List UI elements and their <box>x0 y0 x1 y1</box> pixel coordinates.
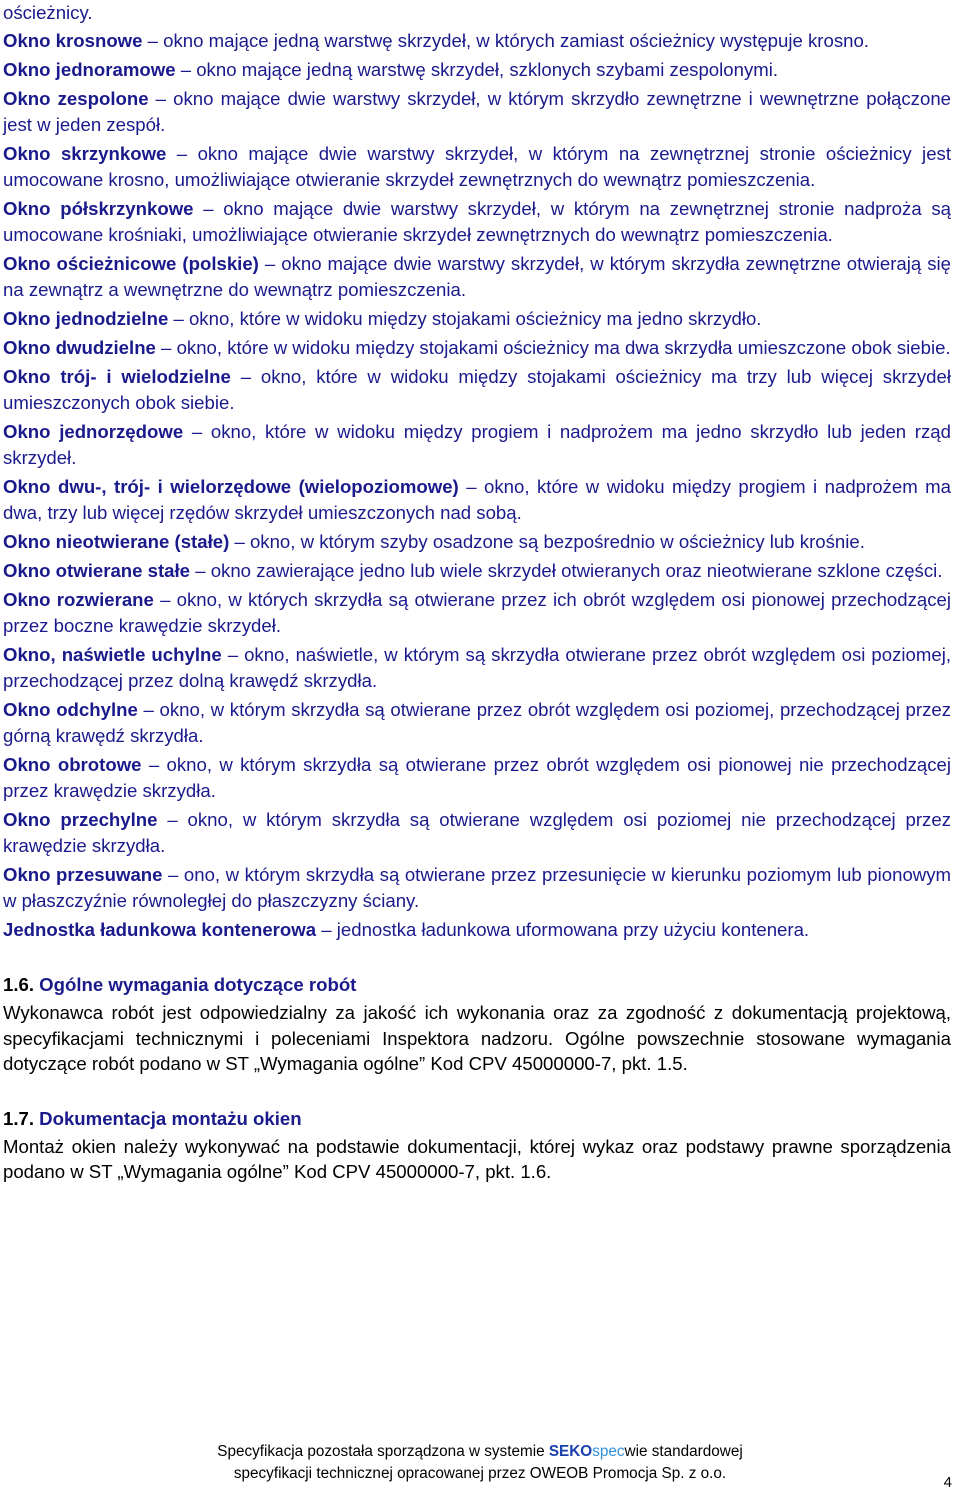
definition-text: – okno, w których skrzydła są otwierane przez ich obrót względem osi pionowej przechodzącej przez boczne krawędzie skrzydeł. <box>3 589 951 636</box>
definition-term: Okno ościeżnicowe (polskie) <box>3 253 259 274</box>
definition-item <box>3 642 951 694</box>
definition-item <box>3 917 951 943</box>
definition-item <box>3 306 951 332</box>
definition-term: Okno trój- i wielodzielne <box>3 366 231 387</box>
definition-text: – okno, które w widoku między progiem i nadprożem ma jedno skrzydło lub jeden rząd skrzydeł. <box>3 421 951 468</box>
definition-text: – okno, które w widoku między progiem i nadprożem ma dwa, trzy lub więcej rzędów skrzydeł umieszczonych nad sobą. <box>3 476 951 523</box>
definition-term: Okno przechylne <box>3 809 158 830</box>
section-number: 1.7. <box>3 1107 35 1129</box>
section-heading-1-7 <box>3 1106 951 1132</box>
definition-item <box>3 57 951 83</box>
definition-term: Okno jednodzielne <box>3 308 169 329</box>
definition-text: – okno, w którym skrzydła są otwierane przez obrót względem osi poziomej, przechodzącej przez górną krawędź skrzydła. <box>3 699 952 746</box>
document-content <box>3 0 951 1185</box>
definition-item <box>3 587 951 639</box>
definition-item <box>3 862 951 914</box>
definition-text: – okno, w którym skrzydła są otwierane przez obrót względem osi pionowej nie przechodzącej przez krawędzie skrzydła. <box>3 754 951 801</box>
footer-text: Specyfikacja pozostała sporządzona w systemie <box>217 1443 549 1460</box>
definition-term: Okno jednorzędowe <box>3 421 184 442</box>
definition-text: – okno, naświetle, w którym są skrzydła otwierane przez obrót względem osi poziomej, przechodzącej przez dolną krawędź skrzydła. <box>3 644 951 691</box>
section-heading-1-6 <box>3 972 951 998</box>
footer-text: wie standardowej <box>624 1443 743 1460</box>
definition-text: – okno, w którym skrzydła są otwierane względem osi poziomej nie przechodzącej przez krawędzie skrzydła. <box>3 809 951 856</box>
section-title: Ogólne wymagania dotyczące robót <box>34 974 357 995</box>
footer-line-1 <box>0 1441 960 1463</box>
section-title: Dokumentacja montażu okien <box>34 1107 302 1129</box>
definition-item <box>3 141 951 193</box>
definition-term: Okno zespolone <box>3 88 149 109</box>
definition-text: – okno mające jedną warstwę skrzydeł, w których zamiast ościeżnicy występuje krosno. <box>142 30 869 51</box>
definition-term: Okno dwu-, trój- i wielorzędowe (wielopoziomowe) <box>3 476 459 497</box>
definition-term: Okno rozwierane <box>3 589 154 610</box>
page-number: 4 <box>943 1474 952 1491</box>
definition-text: – okno, które w widoku między stojakami ościeżnicy ma trzy lub więcej skrzydeł umieszczonych obok siebie. <box>3 366 951 413</box>
definition-item <box>3 558 951 584</box>
definition-term: Okno obrotowe <box>3 754 142 775</box>
definition-item <box>3 697 951 749</box>
definition-term: Okno krosnowe <box>3 30 143 51</box>
definition-item <box>3 474 951 526</box>
definition-text: – okno mające dwie warstwy skrzydeł, w którym na zewnętrznej stronie nadproża są umocowane krośniaki, umożliwiające otwieranie skrzydeł zewnętrznych do wewnątrz pomieszczenia. <box>3 198 951 245</box>
definition-text: – jednostka ładunkowa uformowana przy użyciu kontenera. <box>316 919 810 940</box>
section-number: 1.6. <box>3 974 35 995</box>
definition-text: – okno mające jedną warstwę skrzydeł, szklonych szybami zespolonymi. <box>175 59 779 80</box>
definition-text: – okno, w którym szyby osadzone są bezpośrednio w ościeżnicy lub krośnie. <box>229 531 865 552</box>
definition-term: Okno skrzynkowe <box>3 143 167 164</box>
brand-spec: spec <box>592 1443 625 1460</box>
section-body-1-7: Montaż okien należy wykonywać na podstawie dokumentacji, której wykaz oraz podstawy prawne sporządzenia podano w ST „Wymagania ogólne” Kod CPV 45000000-7, pkt. 1.6. <box>3 1135 951 1182</box>
definition-text: – okno, które w widoku między stojakami ościeżnicy ma dwa skrzydła umieszczone obok siebie. <box>155 337 951 358</box>
definition-item <box>3 752 951 804</box>
brand-seko: SEKO <box>548 1443 593 1460</box>
definition-term: Okno przesuwane <box>3 864 163 885</box>
definitions-list <box>3 28 951 943</box>
definition-term: Jednostka ładunkowa kontenerowa <box>3 919 317 940</box>
definition-term: Okno odchylne <box>3 699 138 720</box>
page-footer <box>0 1441 960 1485</box>
section-body-1-6: Wykonawca robót jest odpowiedzialny za jakość ich wykonania oraz za zgodność z dokumentacją projektową, specyfikacjami technicznymi i poleceniami Inspektora nadzoru. Ogólne powszechnie stosowane wymagania dotyczące robót podano w ST „Wymagania ogólne” Kod CPV 45000000-7, pkt. 1.5. <box>3 1002 951 1074</box>
footer-line-2: specyfikacji technicznej opracowanej przez OWEOB Promocja Sp. z o.o. <box>233 1465 727 1482</box>
definition-term: Okno otwierane stałe <box>3 560 191 581</box>
definition-item <box>3 529 951 555</box>
definition-term: Okno, naświetle uchylne <box>3 644 222 665</box>
definition-item <box>3 335 951 361</box>
definition-item <box>3 419 951 471</box>
definition-item <box>3 251 951 303</box>
definition-item <box>3 807 951 859</box>
definition-item <box>3 28 951 54</box>
definition-text: – okno zawierające jedno lub wiele skrzydeł otwieranych oraz nieotwierane szklone części. <box>190 560 943 581</box>
definition-item <box>3 196 951 248</box>
definition-term: Okno dwudzielne <box>3 337 156 358</box>
definition-item <box>3 86 951 138</box>
definition-text: – okno, które w widoku między stojakami ościeżnicy ma jedno skrzydło. <box>168 308 762 329</box>
definition-text: – okno mające dwie warstwy skrzydeł, w którym skrzydło zewnętrzne i wewnętrzne połączone jest w jeden zespół. <box>3 88 952 135</box>
definition-term: Okno jednoramowe <box>3 59 176 80</box>
definition-term: Okno nieotwierane (stałe) <box>3 531 230 552</box>
definition-term: Okno półskrzynkowe <box>3 198 194 219</box>
top-fragment: ościeżnicy. <box>3 2 93 23</box>
definition-item <box>3 364 951 416</box>
definition-text: – okno mające dwie warstwy skrzydeł, w którym na zewnętrznej stronie ościeżnicy jest umocowane krosno, umożliwiające otwieranie skrzydeł zewnętrznych do wewnątrz pomieszczenia. <box>3 143 951 190</box>
definition-text: – ono, w którym skrzydła są otwierane przez przesunięcie w kierunku poziomym lub pionowym w płaszczyźnie równoległej do płaszczyzny ściany. <box>3 864 952 911</box>
definition-text: – okno mające dwie warstwy skrzydeł, w którym skrzydła zewnętrzne otwierają się na zewnątrz a wewnętrzne do wewnątrz pomieszczenia. <box>3 253 951 300</box>
